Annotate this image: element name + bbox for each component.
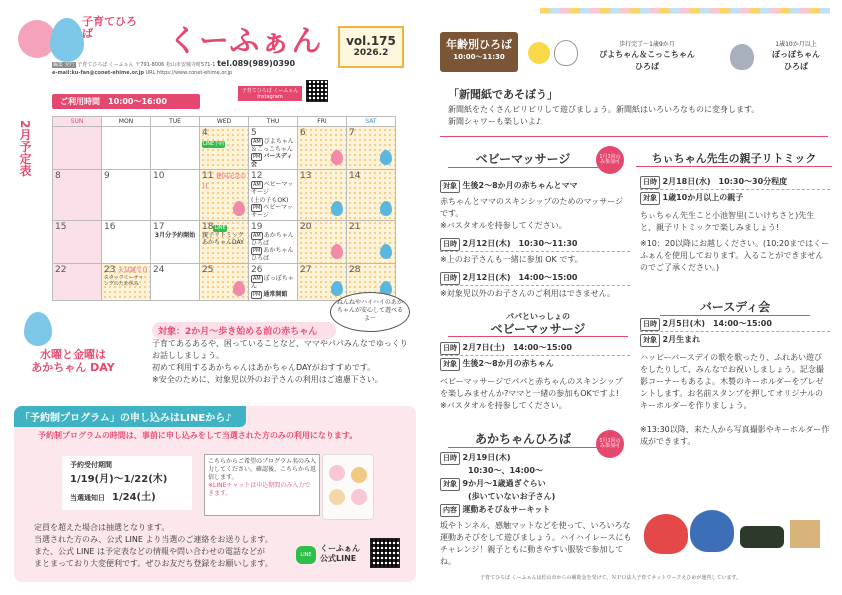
akachan-day-drop-icon	[24, 312, 52, 346]
calendar-day: 8	[53, 170, 102, 221]
issue-date: 2026.2	[353, 48, 389, 58]
publisher-info	[52, 58, 332, 78]
line-qr-icon[interactable]	[370, 538, 400, 568]
publisher-tel: tel.089(989)0390	[217, 59, 296, 68]
birthday-title: バースディ会	[660, 298, 810, 316]
line-logo-icon[interactable]: LINE	[296, 546, 316, 564]
calendar-day: 27	[298, 264, 347, 301]
baby-massage-title: ベビーマッサージ	[448, 150, 598, 168]
calendar-week-1	[53, 127, 396, 170]
period-label: 予約受付期間	[70, 461, 112, 469]
chick-icon	[528, 42, 550, 64]
hours-label: ご利用時間	[60, 97, 100, 106]
calendar-day-thu-5: 5 AM ぴよちゃん＆こっこちゃん PM バースディ会	[249, 127, 298, 170]
line-official-label[interactable]: くーふぁん 公式LINE	[320, 544, 360, 564]
period-value: 1/19(月)〜1/22(木)	[70, 474, 168, 485]
calendar-day	[53, 127, 102, 170]
drop-icon	[380, 244, 392, 259]
chat-bubble-icon	[351, 467, 367, 483]
notice-label: 当選通知日	[70, 494, 105, 502]
weekday-fri: FRI	[298, 117, 347, 127]
baby-massage-date2: 日時 2月12日(木) 14:00〜15:00	[440, 272, 630, 286]
calendar-week-3	[53, 220, 396, 263]
drop-icon	[233, 201, 245, 216]
calendar-header-row	[53, 117, 396, 127]
rhythmic-target: 対象 1歳10か月以上の親子	[640, 192, 830, 205]
calendar-day: 20	[298, 220, 347, 263]
weekday-wed: WED	[200, 117, 249, 127]
nenrei-title: 年齢別ひろば	[446, 38, 512, 51]
drop-icon	[380, 201, 392, 216]
reservation-lead: 予約制プログラムの時間は、事前に申し込みをして当選された方のみの利用になります。	[38, 431, 358, 440]
birthday-note: ※13:30以降、来た人から写真撮影やキーホルダー作成ができます。	[640, 425, 830, 446]
calendar-day-wed-4: 4 LINE予約	[200, 127, 249, 170]
shinbun-body: 新聞紙をたくさんビリビリして遊びましょう。新聞紙はいろいろなものに変身します。 新聞シャワーも楽しいよ♪	[448, 105, 760, 126]
publisher-address: 〒791-8006 松山市安城寺町571-1	[135, 62, 216, 68]
volume-number: vol.175	[346, 34, 396, 48]
rhythmic-note: ※10：20以降にお越しください。(10:20まではくーふぁんを使用しております。入ることができませんのでご了承ください。)	[640, 239, 830, 272]
birthday-target: 対象 2月生まれ	[640, 334, 830, 347]
baby-massage-note1: ※上のお子さんも一緒に参加 OK です。	[440, 255, 583, 264]
akachan-day-target: 対象：2か月〜歩き始める前の赤ちゃん	[152, 322, 336, 339]
calendar-month-label: 2月予定表	[18, 120, 32, 177]
calendar-day: 10	[151, 170, 200, 221]
calendar-week-2	[53, 170, 396, 221]
instagram-qr-icon[interactable]	[306, 80, 328, 102]
calendar-day: 13	[298, 170, 347, 221]
calendar-day	[102, 127, 151, 170]
calendar-day-wed-11: 11 建国記念の日	[200, 170, 249, 221]
papa-massage-desc: ベビーマッサージでパパと赤ちゃんのスキンシップを楽しみませんか?ママと一緒の参加もOKですよ! ※バスタオルを持参してください。	[440, 377, 623, 410]
volume-badge	[338, 26, 404, 68]
calendar-day: 15	[53, 220, 102, 263]
publisher-name: 子育てひろば くーふぁん	[77, 62, 134, 68]
nenrei-time: 10:00〜11:30	[453, 53, 505, 61]
calendar-day: 9	[102, 170, 151, 221]
oni-red-icon	[644, 514, 688, 554]
calendar	[52, 116, 396, 301]
publisher-email: e-mail:ku-fan@conet-ehime.or.jp	[52, 70, 144, 76]
poppo-info: 1歳10か月以上 ぽっぽちゃん ひろば	[772, 41, 820, 71]
calendar-day-mon-23: 23 天皇誕生日 スタッフミーティングのため休み	[102, 264, 151, 301]
weekday-mon: MON	[102, 117, 151, 127]
shinbun-title: 「新聞紙であそぼう」	[448, 88, 558, 101]
divider	[440, 136, 828, 137]
rhythmic-date: 日時 2月18日(水) 10:30〜30分程度	[640, 176, 830, 190]
calendar-day: 6	[298, 127, 347, 170]
reservation-footnote: 定員を超えた場合は抽選となります。 当選された方のみ、公式 LINE より当選のご連絡をお送りします。 また、公式 LINE は予定表などの情報や問い合わせの電話などが まとまっており大変便利です。ぜひお友だち登録をお願いします。	[34, 523, 273, 568]
calendar-day: 7	[347, 127, 396, 170]
akachan-day-title: 水曜と金曜は あかちゃん DAY	[31, 348, 115, 375]
calendar-day-tue-17: 17 3月分予約開始	[151, 220, 200, 263]
pigeon-icon	[730, 44, 754, 70]
calendar-day	[151, 127, 200, 170]
chat-bubble-icon	[329, 489, 345, 505]
drop-icon	[331, 281, 343, 296]
speech-bubble: ねんねやハイハイのあかちゃんが安心して遊べるよ〜	[330, 292, 410, 332]
calendar-week-4	[53, 264, 396, 301]
birthday-desc: ハッピーバースデイの歌を歌ったり、ふれあい遊びをしたりして、みんなでお祝いしましょう。記念撮影コーナーもあるよ。木製のキーホルダーをプレゼントします。お名前スタンプを押してオリジナルのキーホルダーを作りましょう。	[640, 353, 824, 410]
calendar-day: 16	[102, 220, 151, 263]
footer-note: 子育てひろば くーふぁんは松山市からの補助金を受けて、ＮＰＯ法人子育てネットワークえひめが運営しています。	[480, 575, 741, 581]
papa-massage-title: パパといっしょの ベビーマッサージ	[448, 312, 628, 337]
chat-bubble-icon	[329, 465, 345, 481]
oni-blue-icon	[690, 510, 734, 552]
calendar-day-thu-12: 12 AM ベビーマッサージ (上の子もOK) PM ベビーマッサージ	[249, 170, 298, 221]
akachan-hiroba-desc: 坂やトンネル、感触マットなどを使って、いろいろな運動あそびをして遊びましょう。ハイハイレースにもチャレンジ！親子ともに動きやすい服装で参加してね。	[440, 521, 632, 566]
drop-icon	[233, 281, 245, 296]
once-badge: 1月1回のみ参加可	[596, 430, 624, 458]
drop-icon	[380, 150, 392, 165]
weekday-sun: SUN	[53, 117, 102, 127]
drop-icon	[331, 244, 343, 259]
chat-bubble-icon	[351, 489, 367, 505]
calendar-day: 14	[347, 170, 396, 221]
nenrei-signboard	[440, 32, 518, 72]
qr-instructions: こちらからご希望のプログラム名のみ入力してください。確認後、こちらから返信します。 ※LINEチャットは申込期間のみ入力できます。	[204, 454, 320, 516]
notice-value: 1/24(土)	[112, 492, 156, 503]
calendar-day: 22	[53, 264, 102, 301]
akachan-hiroba-title: あかちゃんひろば	[448, 430, 598, 448]
calendar-day: 25	[200, 264, 249, 301]
logo-blue-drop	[50, 18, 84, 62]
line-reserve-badge: LINE予約	[203, 141, 225, 147]
brand-title: くーふぁん	[168, 24, 323, 59]
line-chat-screenshot	[322, 454, 374, 520]
baby-massage-target: 対象 生後2〜8か月の赤ちゃんとママ	[440, 180, 630, 193]
baby-massage-note2: ※対象児以外のお子さんのご利用はできません。	[440, 289, 616, 298]
papa-massage-target: 対象 生後2〜8か月の赤ちゃん	[440, 358, 630, 371]
reservation-dates-box	[62, 456, 192, 510]
calendar-day: 21	[347, 220, 396, 263]
akachan-hiroba-target: 対象 9か月〜1歳過ぎぐらい (歩いていないお子さん)	[440, 478, 630, 503]
piyo-info: 歩行完了〜1歳9か月 ぴよちゃん＆こっこちゃん ひろば	[599, 41, 695, 71]
weekday-tue: TUE	[151, 117, 200, 127]
hours-bar	[52, 94, 200, 109]
rhythmic-title: ちぃちゃん先生の親子リトミック	[636, 150, 832, 167]
drop-icon	[331, 150, 343, 165]
akachan-day-body: 子育てあるあるや、困っていることなど、ママやパパみんなでゆっくりお話ししましょう。 初めて利用するあかちゃんはあかちゃんDAYがおすすめです。 ※安全のために、対象児以外のお子さんの利用はご遠慮下さい。	[152, 339, 408, 384]
hours-time: 10:00〜16:00	[108, 97, 167, 106]
bunting-flags	[540, 8, 830, 22]
publisher-url: URL https://www.conet-ehime.or.jp	[145, 70, 233, 76]
papa-massage-date: 日時 2月7日(土) 14:00〜15:00	[440, 342, 630, 356]
hen-icon	[554, 40, 578, 66]
publisher-label: 編集 発行	[53, 62, 75, 68]
drop-icon	[331, 201, 343, 216]
mame-box-icon	[790, 520, 820, 548]
weekday-thu: THU	[249, 117, 298, 127]
once-badge: 1月1回のみ参加可	[596, 146, 624, 174]
calendar-day: 28	[347, 264, 396, 301]
calendar-day-wed-18: 18LINE 親子リトミック あかちゃんDAY	[200, 220, 249, 263]
baby-massage-desc: 赤ちゃんとママのスキンシップのためのマッサージです。 ※バスタオルを持参してください。	[440, 197, 624, 230]
logo-text: 子育てひろば	[82, 15, 137, 41]
reservation-title: 「予約制プログラム」の申し込みはLINEから♪	[14, 406, 246, 427]
instagram-label[interactable]: 子育てひろば くーふぁん Instagram	[238, 86, 302, 101]
birthday-date: 日時 2月5日(木) 14:00〜15:00	[640, 318, 830, 332]
ehomaki-icon	[740, 526, 784, 548]
akachan-hiroba-date: 日時 2月19日(木) 10:30〜、14:00〜	[440, 452, 630, 477]
calendar-day-thu-26: 26 AM ぽっぽちゃん PM 通常開館	[249, 264, 298, 301]
calendar-day-thu-19: 19 AM あかちゃんひろば PM あかちゃんひろば	[249, 220, 298, 263]
rhythmic-desc: ちぃちゃん先生こと小池智里(こいけちさと)先生と、親子リトミックで楽しみましょう!	[640, 211, 815, 232]
akachan-hiroba-content: 内容 運動あそび＆サーキット	[440, 504, 630, 517]
weekday-sat: SAT	[347, 117, 396, 127]
baby-massage-date1: 日時 2月12日(木) 10:30〜11:30	[440, 238, 630, 252]
calendar-day: 24	[151, 264, 200, 301]
